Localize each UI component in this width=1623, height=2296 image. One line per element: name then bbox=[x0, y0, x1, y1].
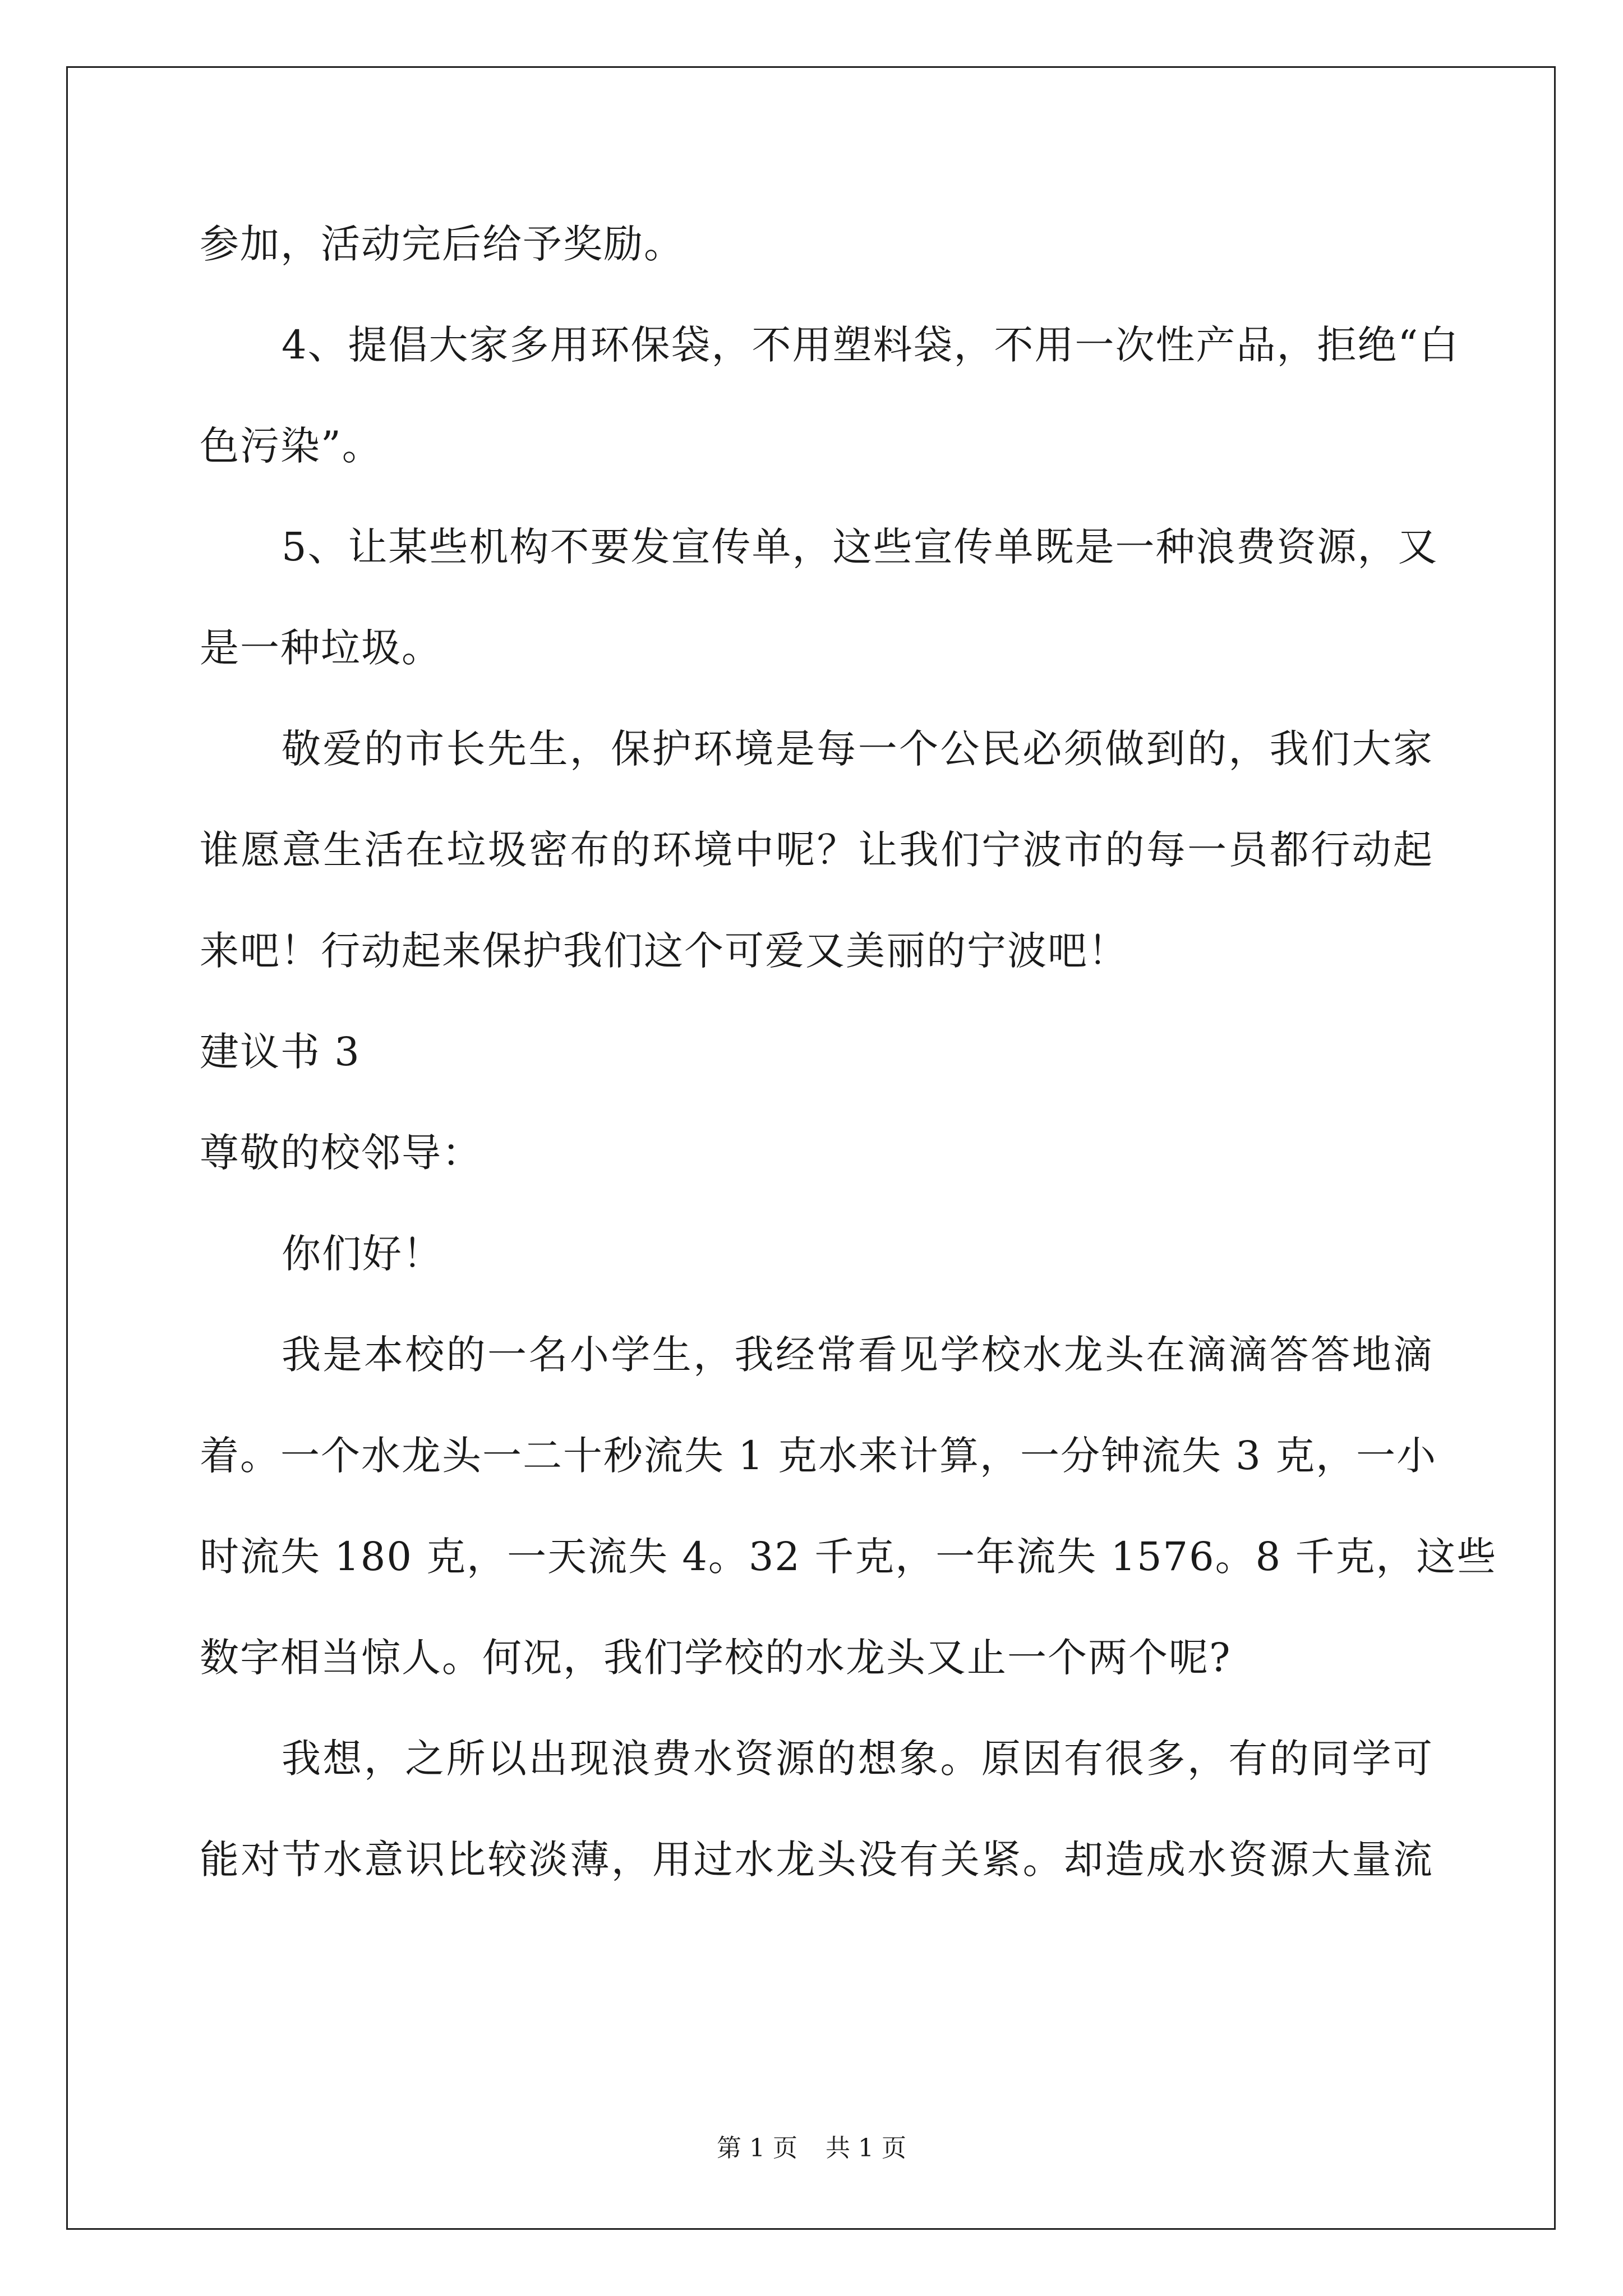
page-footer bbox=[0, 2132, 1623, 2165]
text-line: 4、提倡大家多用环保袋，不用塑料袋，不用一次性产品，拒绝“白 bbox=[282, 322, 1460, 368]
greeting: 你们好！ bbox=[282, 1231, 443, 1277]
salutation: 尊敬的校邻导： bbox=[200, 1130, 482, 1176]
page-total: 共 1 页 bbox=[826, 2134, 906, 2162]
page-number: 第 1 页 bbox=[717, 2134, 797, 2162]
text-line: 我是本校的一名小学生，我经常看见学校水龙头在滴滴答答地滴 bbox=[282, 1332, 1433, 1378]
text-line: 谁愿意生活在垃圾密布的环境中呢？让我们宁波市的每一员都行动起 bbox=[200, 827, 1433, 873]
document-body bbox=[200, 194, 1497, 1910]
text-line: 着。一个水龙头一二十秒流失 1 克水来计算，一分钟流失 3 克，一小 bbox=[200, 1433, 1437, 1479]
text-line: 色污染”。 bbox=[200, 423, 382, 469]
text-line: 数字相当惊人。何况，我们学校的水龙头又止一个两个呢? bbox=[200, 1635, 1232, 1681]
text-line: 5、让某些机构不要发宣传单，这些宣传单既是一种浪费资源，又 bbox=[282, 524, 1438, 570]
text-line: 时流失 180 克，一天流失 4。32 千克，一年流失 1576。8 千克，这些 bbox=[200, 1534, 1497, 1580]
section-heading: 建议书 3 bbox=[200, 1029, 361, 1075]
text-line: 能对节水意识比较淡薄，用过水龙头没有关紧。却造成水资源大量流 bbox=[200, 1837, 1433, 1883]
text-line: 来吧！行动起来保护我们这个可爱又美丽的宁波吧！ bbox=[200, 928, 1128, 974]
text-line: 敬爱的市长先生，保护环境是每一个公民必须做到的，我们大家 bbox=[282, 726, 1433, 772]
text-line: 我想，之所以出现浪费水资源的想象。原因有很多，有的同学可 bbox=[282, 1736, 1433, 1782]
text-line: 参加，活动完后给予奖励。 bbox=[200, 221, 684, 267]
text-line: 是一种垃圾。 bbox=[200, 625, 442, 671]
